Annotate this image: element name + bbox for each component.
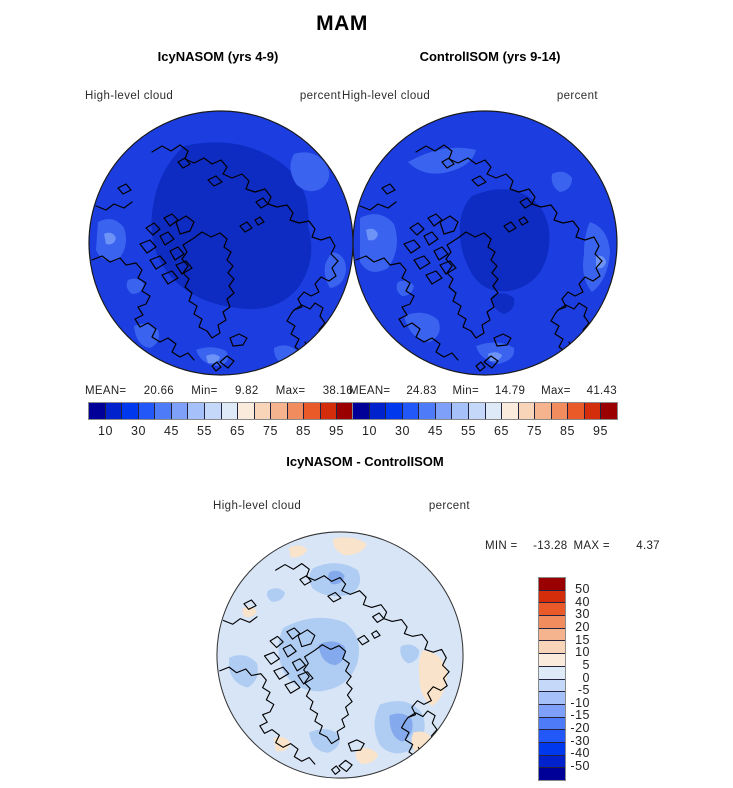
- map-icynasom: [88, 110, 354, 376]
- colorbar-cell: [336, 403, 353, 419]
- min-value: 14.79: [494, 385, 526, 397]
- min-label: Min=: [191, 385, 218, 397]
- colorbar-tick-label: 85: [560, 424, 575, 438]
- panel-title-controlisom: ControlISOM (yrs 9-14): [419, 49, 561, 64]
- colorbar-cell: [138, 403, 155, 419]
- colorbar-tick-label: 30: [575, 607, 590, 622]
- colorbar-cell: [320, 403, 337, 419]
- colorbar-cell: [353, 403, 369, 419]
- colorbar-cell: [501, 403, 518, 419]
- colorbar-tick-label: 10: [575, 645, 590, 660]
- max-value: 4.37: [636, 540, 660, 552]
- colorbar-tick-label: 75: [263, 424, 278, 438]
- map-difference: [216, 531, 464, 779]
- colorbar-cell: [385, 403, 402, 419]
- colorbar-tick-label: 85: [296, 424, 311, 438]
- colorbar-tick-label: 45: [428, 424, 443, 438]
- colorbar-tick-label: 50: [575, 582, 590, 597]
- colorbar-cell: [584, 403, 601, 419]
- colorbar-tick-label: -15: [570, 708, 590, 723]
- colorbar-tick-label: 40: [575, 594, 590, 609]
- field-label: High-level cloud: [342, 90, 431, 102]
- max-label: Max=: [541, 385, 571, 397]
- colorbar-tick-label: 30: [395, 424, 410, 438]
- colorbar-tick-label: 95: [593, 424, 608, 438]
- field-label: High-level cloud: [85, 90, 174, 102]
- colorbar-tick-label: 10: [362, 424, 377, 438]
- min-label: MIN =: [485, 540, 518, 552]
- field-label: High-level cloud: [213, 500, 302, 512]
- colorbar-cell: [418, 403, 435, 419]
- map-controlisom: [352, 110, 618, 376]
- colorbar-tick-label: -20: [570, 721, 590, 735]
- colorbar-tick-label: 55: [197, 424, 212, 438]
- colorbar-cell: [221, 403, 238, 419]
- colorbar-tick-label: 45: [164, 424, 179, 438]
- colorbar-cell: [287, 403, 304, 419]
- field-units-row-difference: [213, 500, 470, 512]
- stats-row-controlisom: [349, 385, 617, 397]
- colorbar-cell: [567, 403, 584, 419]
- colorbar-cell: [485, 403, 502, 419]
- mean-value: 24.83: [406, 385, 437, 397]
- colorbar-cell: [105, 403, 122, 419]
- colorbar-cell: [468, 403, 485, 419]
- colorbar-tick-label: 0: [582, 670, 590, 685]
- colorbar-tick-label: 95: [329, 424, 344, 438]
- colorbar-tick-label: 65: [494, 424, 509, 438]
- colorbar-tick-label: -5: [577, 683, 590, 698]
- colorbar-cell: [369, 403, 386, 419]
- max-label: Max=: [275, 385, 306, 397]
- mean-label: MEAN=: [349, 385, 391, 397]
- colorbar-tick-label: 5: [582, 657, 590, 672]
- colorbar-tick-label: 10: [98, 424, 113, 438]
- colorbar-cell: [435, 403, 452, 419]
- field-units-row-left: [85, 90, 341, 102]
- colorbar-ticks-difference: [560, 577, 590, 779]
- colorbar-cell: [303, 403, 320, 419]
- colorbar-tick-label: 20: [575, 620, 590, 634]
- colorbar-ticks-controlisom: [352, 424, 616, 438]
- max-value: 38.16: [322, 385, 353, 397]
- colorbar-cell: [551, 403, 568, 419]
- minmax-row-difference: [485, 540, 660, 552]
- colorbar-controlisom: [352, 402, 618, 420]
- max-label: MAX =: [573, 540, 610, 552]
- colorbar-tick-label: 75: [527, 424, 542, 438]
- units-label: percent: [556, 90, 598, 102]
- colorbar-cell: [600, 403, 617, 419]
- colorbar-cell: [451, 403, 468, 419]
- min-label: Min=: [452, 385, 479, 397]
- colorbar-ticks-icynasom: [88, 424, 352, 438]
- colorbar-tick-label: -30: [570, 733, 590, 748]
- colorbar-tick-label: -40: [570, 746, 590, 761]
- colorbar-tick-label: 65: [230, 424, 245, 438]
- field-units-row-right: [342, 90, 598, 102]
- colorbar-tick-label: 30: [131, 424, 146, 438]
- colorbar-cell: [518, 403, 535, 419]
- units-label: percent: [299, 90, 341, 102]
- colorbar-cell: [89, 403, 105, 419]
- colorbar-cell: [534, 403, 551, 419]
- colorbar-cell: [270, 403, 287, 419]
- colorbar-cell: [204, 403, 221, 419]
- colorbar-cell: [121, 403, 138, 419]
- panel-title-difference: IcyNASOM - ControlISOM: [286, 454, 444, 469]
- units-label: percent: [428, 500, 470, 512]
- panel-title-icynasom: IcyNASOM (yrs 4-9): [157, 49, 279, 64]
- colorbar-cell: [154, 403, 171, 419]
- min-value: 9.82: [234, 385, 259, 397]
- colorbar-cell: [187, 403, 204, 419]
- mean-value: 20.66: [143, 385, 174, 397]
- colorbar-tick-label: -50: [570, 758, 590, 773]
- colorbar-tick-label: -10: [570, 695, 590, 710]
- mean-label: MEAN=: [85, 385, 127, 397]
- colorbar-cell: [171, 403, 188, 419]
- min-value: -13.28: [533, 540, 568, 552]
- colorbar-cell: [254, 403, 271, 419]
- stats-row-icynasom: [85, 385, 353, 397]
- colorbar-cell: [237, 403, 254, 419]
- max-value: 41.43: [586, 385, 617, 397]
- colorbar-cell: [402, 403, 419, 419]
- colorbar-tick-label: 15: [575, 632, 590, 647]
- colorbar-tick-label: 55: [461, 424, 476, 438]
- colorbar-icynasom: [88, 402, 354, 420]
- figure-title: MAM: [316, 12, 368, 35]
